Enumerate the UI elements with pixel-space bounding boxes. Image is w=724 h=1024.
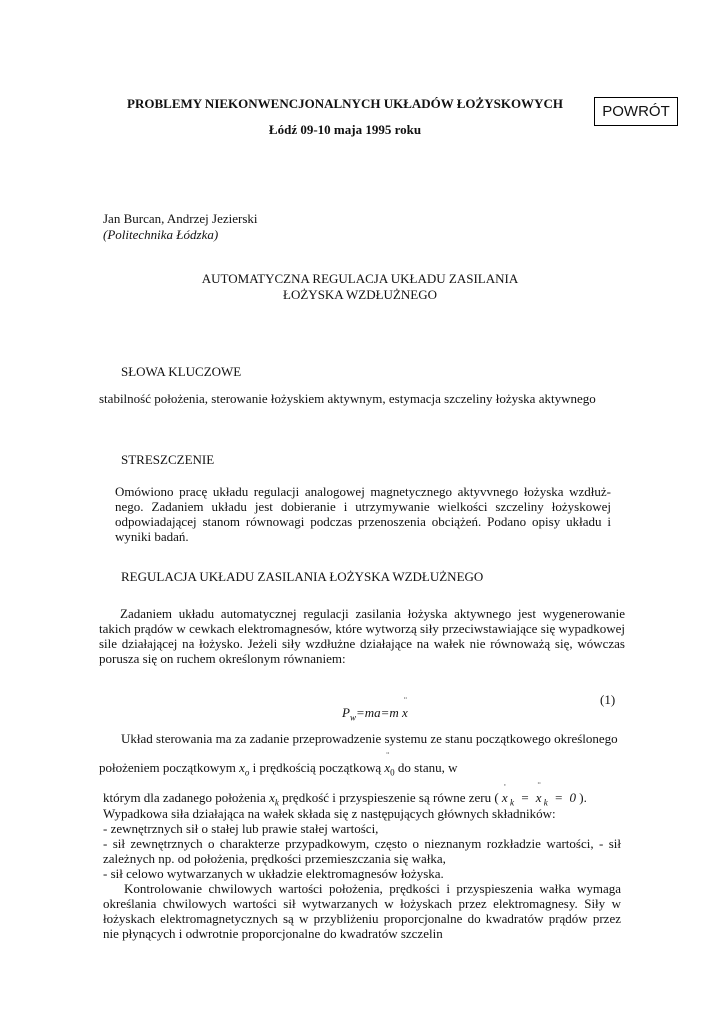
conference-title: PROBLEMY NIEKONWENCJONALNYCH UKŁADÓW ŁOŻYSKOWYCH (127, 96, 563, 111)
section-heading: REGULACJA UKŁADU ZASILANIA ŁOŻYSKA WZDŁUŻNEGO (121, 569, 484, 584)
paper-title-line1: AUTOMATYCZNA REGULACJA UKŁADU ZASILANIA (201, 271, 519, 286)
list-item: - sił celowo wytwarzanych w układzie elektromagnesów łożyska. (103, 866, 444, 881)
list-item: Wypadkowa siła działająca na wałek składa się z następujących głównych składników: (103, 806, 556, 821)
equation-var: ·· x (402, 705, 408, 721)
equation-lhs: P (342, 705, 350, 720)
author-names: Jan Burcan, Andrzej Jezierski (103, 211, 258, 226)
abstract-text: Omówiono pracę układu regulacji analogowej magnetycznego aktyvvnego łożyska wzdłuż-nego. Zadaniem układu jest dobieranie i utrzymywanie wielkości szczeliny łożyskowej odpowiadającej stanom równowagi podczas przenoszenia obciążeń. Podano opisy układu i wyniki badań. (115, 484, 611, 544)
equation-lhs-sub: w (349, 712, 356, 723)
initial-velocity-symbol: ·· x (384, 760, 390, 776)
section-paragraph-2-line2: położeniem początkowym $x_o$ i prędkością początkową ·· $x_0$ do stanu, w (99, 760, 458, 778)
list-item: - sił zewnętrznych o charakterze przypadkowym, często o nieznanym rozkładzie wartości, - sił zależnych np. od położenia, prędkości przemieszczania się wałka, (103, 836, 621, 866)
equation-1 (342, 705, 408, 723)
author-affiliation: (Politechnika Łódzka) (103, 227, 219, 242)
keywords-heading: SŁOWA KLUCZOWE (121, 364, 242, 379)
paper-title-line2: ŁOŻYSKA WZDŁUŻNEGO (283, 287, 437, 302)
section-paragraph-4: Kontrolowanie chwilowych wartości położenia, prędkości i przyspieszenia wałka wymaga określania chwilowych wartości sił wytwarzanych w łożyskach przez elektromagnesy. Siły w łożyskach elektromagnetycznych są w przybliżeniu proporcjonalne do kwadratów prądów przez nie płynących i odwrotnie proporcjonalne do kwadratów szczelin (103, 881, 621, 941)
terminal-condition: · x $_k$ = ·· x $_k$ = 0 (502, 790, 576, 805)
equation-number: (1) (600, 692, 616, 707)
equation-rhs: =ma=m (355, 705, 399, 720)
list-item: - zewnętrznych sił o stałej lub prawie stałej wartości, (103, 821, 379, 836)
conference-date: Łódź 09-10 maja 1995 roku (268, 122, 422, 137)
back-button[interactable]: POWRÓT (594, 97, 678, 126)
section-paragraph-3-line1: którym dla zadanego położenia $x_k$ prędkość i przyspieszenie są równe zeru ( · x $_k$ = ·· x $_k$ = 0 ). (103, 790, 621, 808)
section-paragraph-1: Zadaniem układu automatycznej regulacji zasilania łożyska aktywnego jest wygenerowanie takich prądów w cewkach elektromagnesów, które wytworzą siły przeciwstawiające się wypadkowej sile działającej na łożysko. Jeżeli siły wzdłużne działające na wałek nie równoważą się, wówczas porusza się on ruchem określonym równaniem: (99, 606, 625, 666)
keywords-text: stabilność położenia, sterowanie łożyskiem aktywnym, estymacja szczeliny łożyska aktywnego (99, 391, 596, 406)
section-paragraph-3-list (103, 806, 556, 836)
abstract-heading: STRESZCZENIE (121, 452, 215, 467)
section-paragraph-2-line1: Układ sterowania ma za zadanie przeprowadzenie systemu ze stanu początkowego określonego (121, 731, 618, 746)
